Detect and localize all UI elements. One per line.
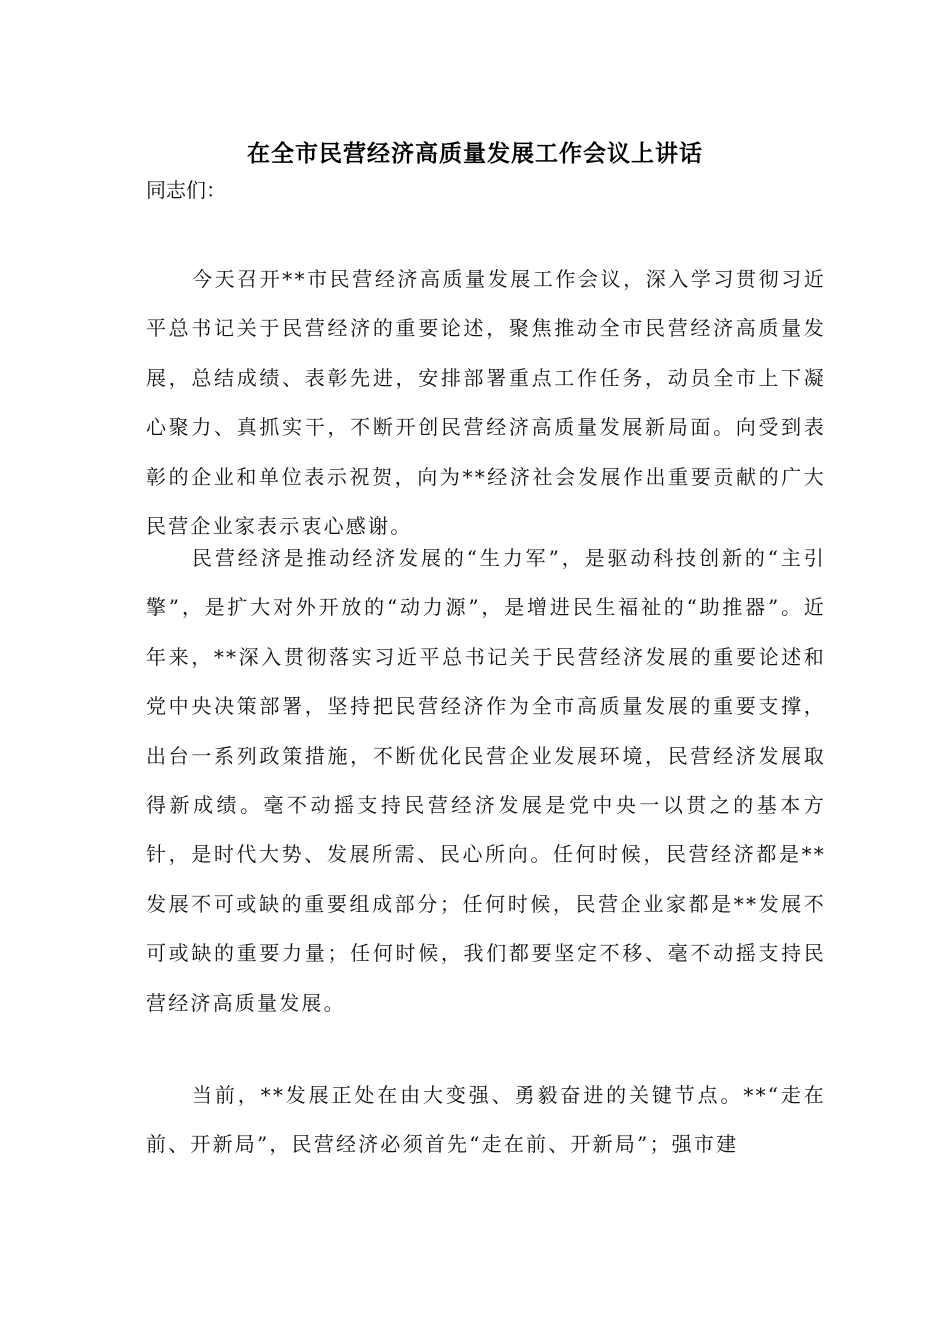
paragraph-opening: 今天召开**市民营经济高质量发展工作会议，深入学习贯彻习近平总书记关于民营经济的重要论述，聚焦推动全市民营经济高质量发展，总结成绩、表彰先进，安排部署重点工作任务，动员全市上下凝心聚力、真抓实干，不断开创民营经济高质量发展新局面。向受到表彰的企业和单位表示祝贺，向为**经济社会发展作出重要贡献的广大民营企业家表示衷心感谢。 [146,267,826,539]
document-title: 在全市民营经济高质量发展工作会议上讲话 [247,140,703,167]
salutation: 同志们： [146,178,226,202]
paragraph-private-economy: 民营经济是推动经济发展的“生力军”，是驱动科技创新的“主引擎”，是扩大对外开放的“动力源”，是增进民生福祉的“助推器”。近年来，**深入贯彻落实习近平总书记关于民营经济发展的重要论述和党中央决策部署，坚持把民营经济作为全市高质量发展的重要支撑，出台一系列政策措施，不断优化民营企业发展环境，民营经济发展取得新成绩。毫不动摇支持民营经济发展是党中央一以贯之的基本方针，是时代大势、发展所需、民心所向。任何时候，民营经济都是**发展不可或缺的重要组成部分；任何时候，民营企业家都是**发展不可或缺的重要力量；任何时候，我们都要坚定不移、毫不动摇支持民营经济高质量发展。 [146,546,826,1015]
paragraph-current-situation: 当前，**发展正处在由大变强、勇毅奋进的关键节点。**“走在前、开新局”，民营经济必须首先“走在前、开新局”；强市建 [146,1083,826,1157]
